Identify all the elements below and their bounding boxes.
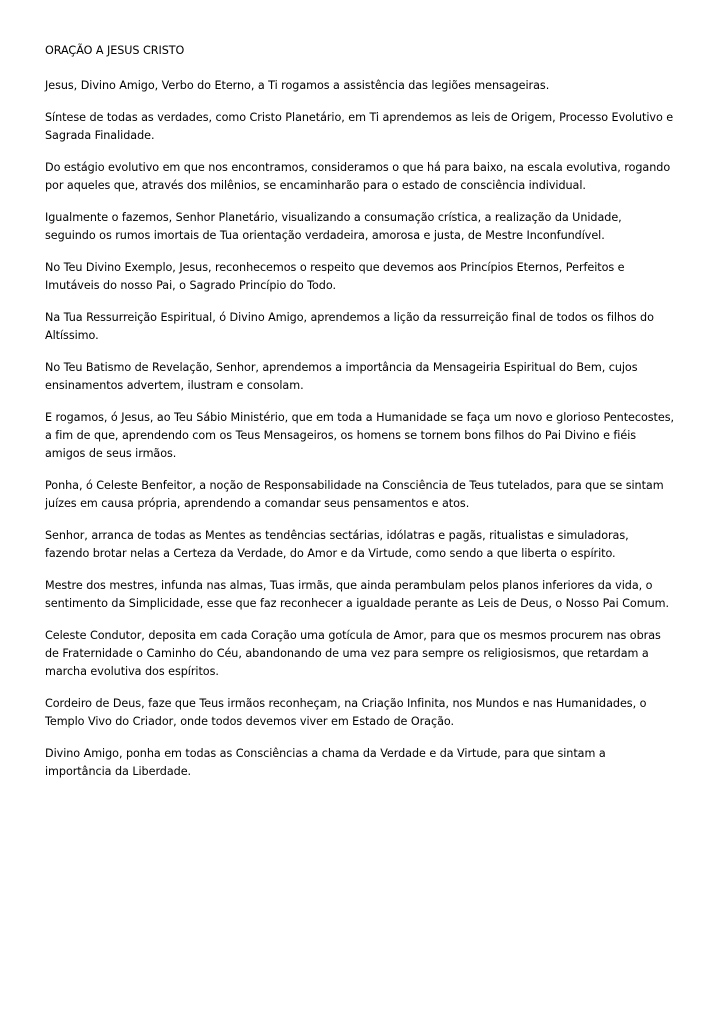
paragraph: Mestre dos mestres, infunda nas almas, Tuas irmãs, que ainda perambulam pelos planos inferiores da vida, o sentimento da Simplicidade, esse que faz reconhecer a igualdade perante as Leis de Deus, o Nosso Pai Comum. <box>45 579 669 610</box>
paragraph: Jesus, Divino Amigo, Verbo do Eterno, a Ti rogamos a assistência das legiões mensageiras. <box>45 79 550 92</box>
paragraph: Cordeiro de Deus, faze que Teus irmãos reconheçam, na Criação Infinita, nos Mundos e nas Humanidades, o Templo Vivo do Criador, onde todos devemos viver em Estado de Oração. <box>45 697 647 728</box>
paragraph: Síntese de todas as verdades, como Cristo Planetário, em Ti aprendemos as leis de Origem, Processo Evolutivo e Sagrada Finalidade. <box>45 111 674 142</box>
paragraph: E rogamos, ó Jesus, ao Teu Sábio Ministério, que em toda a Humanidade se faça um novo e glorioso Pentecostes, a fim de que, aprendendo com os Teus Mensageiros, os homens se tornem bons filhos do Pai Divino e fiéis amigos de seus irmãos. <box>45 411 675 460</box>
paragraph: Celeste Condutor, deposita em cada Coração uma gotícula de Amor, para que os mesmos procurem nas obras de Fraternidade o Caminho do Céu, abandonando de uma vez para sempre os religiosismos, que retardam a marcha evolutiva dos espíritos. <box>45 629 661 678</box>
paragraph: Na Tua Ressurreição Espiritual, ó Divino Amigo, aprendemos a lição da ressurreição final de todos os filhos do Altíssimo. <box>45 311 654 342</box>
paragraph: Do estágio evolutivo em que nos encontramos, consideramos o que há para baixo, na escala evolutiva, rogando por aqueles que, através dos milênios, se encaminharão para o estado de consciência individual. <box>45 161 671 192</box>
document-title: ORAÇÃO A JESUS CRISTO <box>45 44 185 57</box>
paragraph: No Teu Batismo de Revelação, Senhor, aprendemos a importância da Mensageiria Espiritual do Bem, cujos ensinamentos advertem, ilustram e consolam. <box>45 361 638 392</box>
paragraph: Divino Amigo, ponha em todas as Consciências a chama da Verdade e da Virtude, para que sintam a importância da Liberdade. <box>45 747 606 778</box>
paragraph: Senhor, arranca de todas as Mentes as tendências sectárias, idólatras e pagãs, ritualistas e simuladoras, fazendo brotar nelas a Certeza da Verdade, do Amor e da Virtude, como sendo a que liberta o espírito. <box>45 529 629 560</box>
paragraph: No Teu Divino Exemplo, Jesus, reconhecemos o respeito que devemos aos Princípios Eternos, Perfeitos e Imutáveis do nosso Pai, o Sagrado Princípio do Todo. <box>45 261 625 292</box>
paragraph: Ponha, ó Celeste Benfeitor, a noção de Responsabilidade na Consciência de Teus tutelados, para que se sintam juízes em causa própria, aprendendo a comandar seus pensamentos e atos. <box>45 479 664 510</box>
paragraph: Igualmente o fazemos, Senhor Planetário, visualizando a consumação crística, a realização da Unidade, seguindo os rumos imortais de Tua orientação verdadeira, amorosa e justa, de Mestre Inconfundível. <box>45 211 622 242</box>
